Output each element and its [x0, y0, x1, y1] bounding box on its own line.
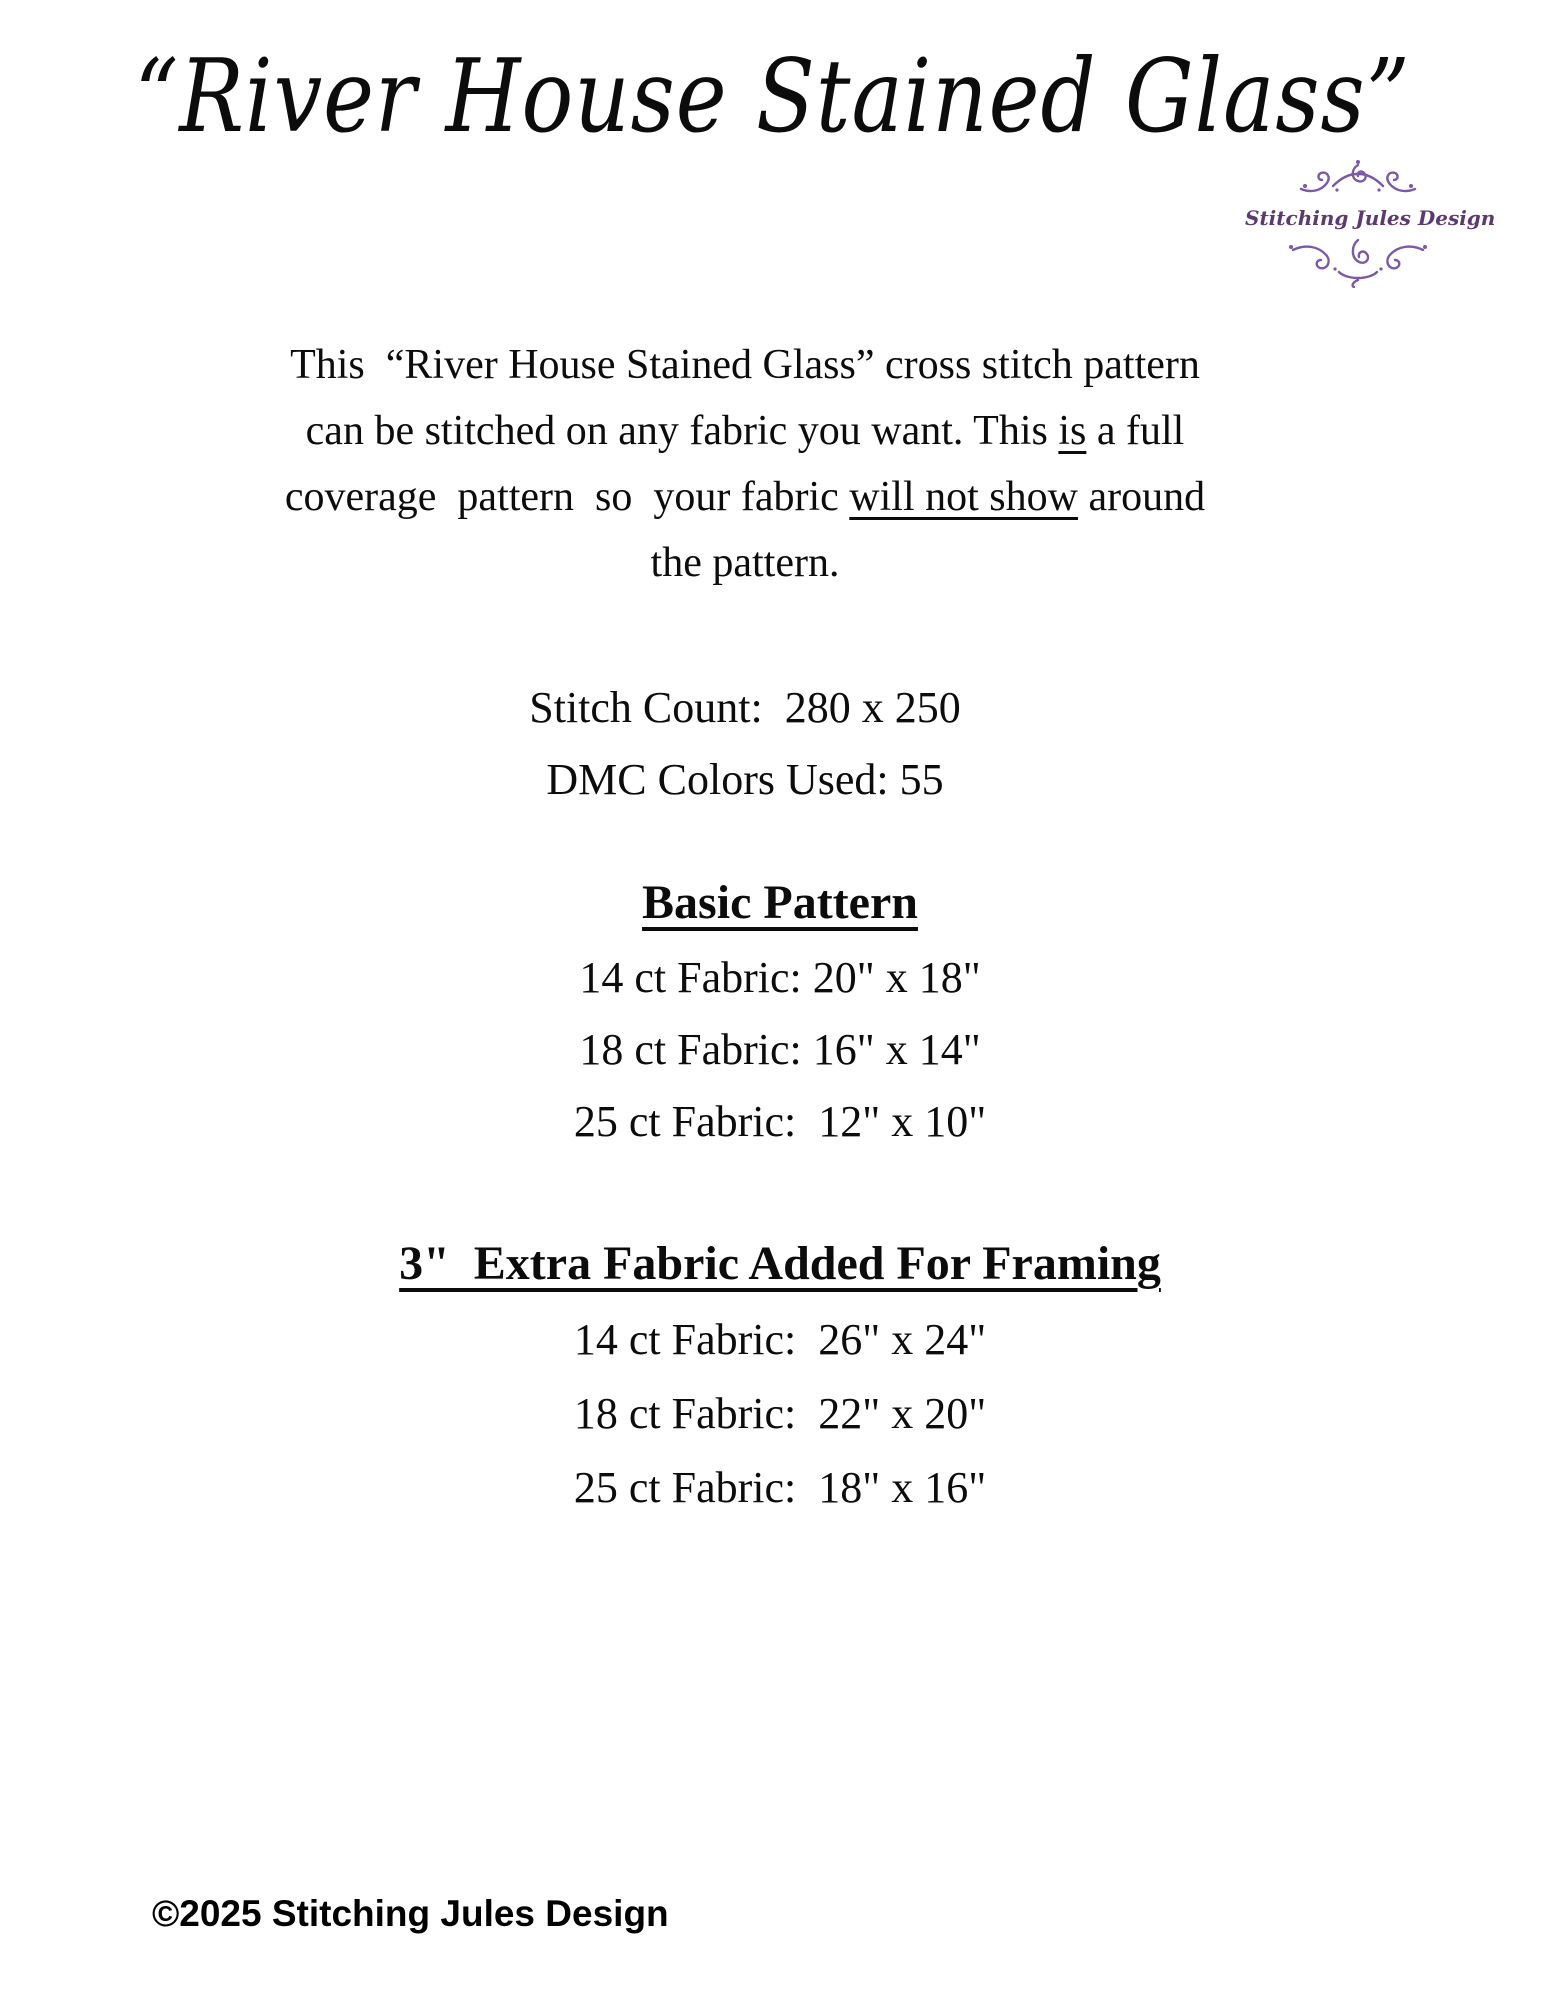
intro-line-4: the pattern. — [650, 540, 840, 586]
intro-line-3: coverage pattern so your fabric will not show around — [284, 474, 1206, 520]
basic-fabric-line-14ct: 14 ct Fabric: 20" x 18" — [579, 953, 981, 1002]
basic-fabric-line-25ct: 25 ct Fabric: 12" x 10" — [573, 1097, 987, 1146]
framing-fabric-line-18ct: 18 ct Fabric: 22" x 20" — [573, 1389, 987, 1438]
flourish-bottom-icon — [1283, 232, 1433, 288]
basic-fabric-line-18ct: 18 ct Fabric: 16" x 14" — [579, 1025, 981, 1074]
framing-fabric-line-25ct: 25 ct Fabric: 18" x 16" — [573, 1463, 987, 1512]
stitch-count-line: Stitch Count: 280 x 250 — [529, 683, 961, 732]
brand-name: Stitching Jules Design — [1245, 206, 1496, 230]
intro-line-1: This “River House Stained Glass” cross stitch pattern — [290, 342, 1200, 388]
specs-block — [0, 672, 1490, 816]
copyright-text: ©2025 Stitching Jules Design — [152, 1893, 669, 1934]
flourish-top-icon — [1293, 158, 1423, 204]
page-title: “River House Stained Glass” — [134, 38, 1411, 156]
framing-fabric-line-14ct: 14 ct Fabric: 26" x 24" — [573, 1315, 987, 1364]
basic-pattern-section — [30, 872, 1530, 1158]
intro-line-2: can be stitched on any fabric you want. This is a full — [305, 408, 1185, 454]
framing-heading: 3" Extra Fabric Added For Framing — [399, 1237, 1161, 1290]
basic-pattern-heading: Basic Pattern — [642, 876, 918, 929]
intro-paragraph — [0, 332, 1490, 596]
brand-logo — [1245, 158, 1496, 288]
dmc-colors-line: DMC Colors Used: 55 — [546, 755, 944, 804]
framing-section — [30, 1233, 1530, 1525]
